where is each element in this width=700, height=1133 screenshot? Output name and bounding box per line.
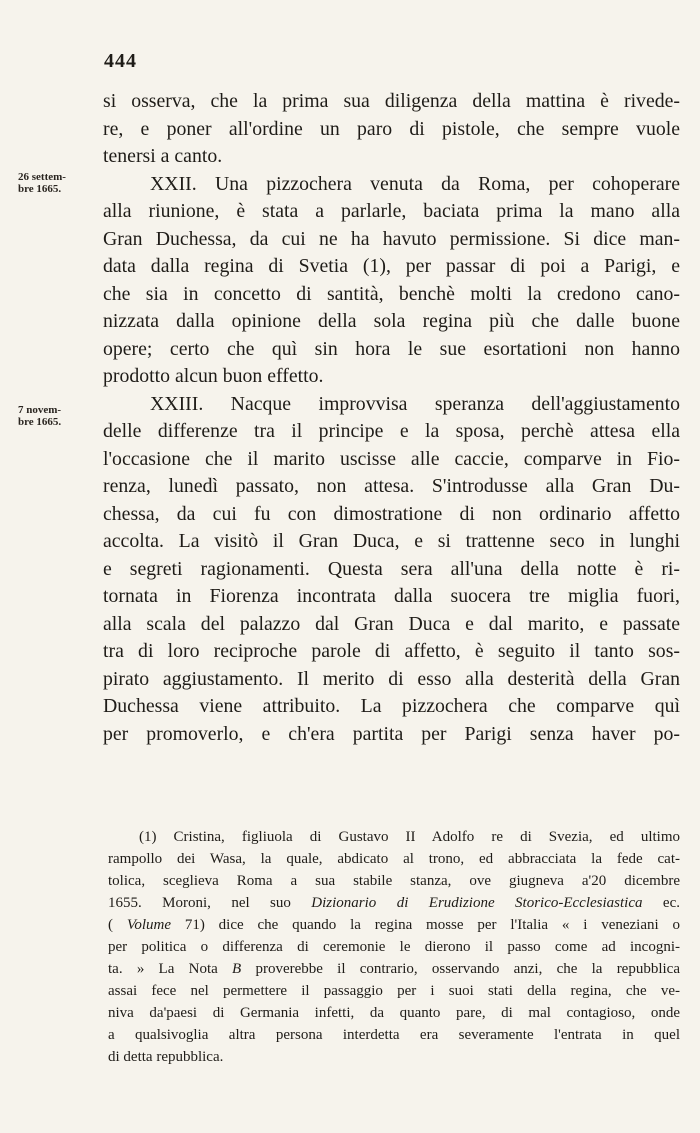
text-line: l'occasione che il marito uscisse alle caccie, comparve in Fio- <box>103 447 680 470</box>
footnote-text: ( <box>108 917 127 933</box>
footnote-line: di detta repubblica. <box>108 1049 224 1065</box>
text-line: prodotto alcun buon effetto. <box>103 365 324 387</box>
text-line: data dalla regina di Svetia (1), per passar di poi a Parigi, e <box>103 255 680 277</box>
text-line: tornata in Fiorenza incontrata dalla suocera tre miglia fuori, <box>103 585 680 607</box>
text-line: pirato aggiustamento. Il merito di esso alla desterità della Gran <box>103 667 680 690</box>
footnote-text: 71) dice che quando la regina mosse per l'Italia « i veneziani o <box>171 917 680 933</box>
margin-note-line: 26 settem- <box>18 171 66 183</box>
text-line: renza, lunedì passato, non attesa. S'introdusse alla Gran Du- <box>103 475 680 497</box>
paragraph-start-xxiii: XXIII. Nacque improvvisa speranza dell'aggiustamento <box>150 392 680 415</box>
margin-note-line: bre 1665. <box>18 183 62 195</box>
footnote-line: tolica, sceglieva Roma a sua stabile stanza, ove giugneva a'20 dicembre <box>108 873 680 889</box>
text-line: accolta. La visitò il Gran Duca, e si trattenne seco in lunghi <box>103 530 680 552</box>
volume-label: Volume <box>126 917 171 933</box>
text-line: e segreti ragionamenti. Questa sera all'una della notte è ri- <box>103 557 680 580</box>
text-line: re, e poner all'ordine un paro di pistole, che sempre vuole <box>103 117 680 140</box>
footnote-text: 1655. Moroni, nel suo <box>108 895 312 911</box>
text-line: Gran Duchessa, da cui ne ha havuto permissione. Si dice man- <box>103 227 680 250</box>
footnote-line <box>108 892 680 914</box>
footnote <box>108 826 680 1068</box>
text-line: che sia in concetto di santità, benchè molti la credono cano- <box>103 282 680 305</box>
text-line: alla scala del palazzo dal Gran Duca e dal marito, e passate <box>103 612 680 635</box>
main-text <box>103 88 680 748</box>
text-line: per promoverlo, e ch'era partita per Parigi senza haver po- <box>103 722 680 745</box>
footnote-line: assai fece nel permettere il passaggio per i suoi stati della regina, che ve- <box>108 983 680 999</box>
margin-note-date <box>18 171 98 195</box>
text-line: si osserva, che la prima sua diligenza della mattina è rivede- <box>103 90 680 112</box>
margin-note-date <box>18 404 98 428</box>
text-line: Duchessa viene attribuito. La pizzochera che comparve quì <box>103 695 680 717</box>
footnote-line: (1) Cristina, figliuola di Gustavo II Adolfo re di Svezia, ed ultimo <box>139 829 680 845</box>
paragraph-start-xxii: XXII. Una pizzochera venuta da Roma, per cohoperare <box>150 172 680 195</box>
footnote-text: ta. » La Nota <box>108 961 233 977</box>
footnote-line: niva da'paesi di Germania infetti, da quanto pare, di mal contagioso, onde <box>108 1005 680 1021</box>
margin-note-line: bre 1665. <box>18 416 62 428</box>
footnote-line: a qualsivoglia altra persona interdetta era severamente l'entrata in quel <box>108 1027 680 1043</box>
footnote-line <box>108 914 680 936</box>
footnote-text: proverebbe il contrario, osservando anzi, che la repubblica <box>241 961 680 977</box>
text-line: alla riunione, è stata a parlarle, baciata prima la mano alla <box>103 200 680 222</box>
margin-note-line: 7 novem- <box>18 404 62 416</box>
page-number: 444 <box>104 50 137 72</box>
text-line: nizzata dalla opinione della sola regina più che dalle buone <box>103 310 680 332</box>
footnote-line <box>108 958 680 980</box>
book-title: Dizionario di Erudizione Storico-Ecclesiastica <box>311 895 643 911</box>
text-line: tra di loro reciproche parole di affetto, è seguito il tanto sos- <box>103 640 680 662</box>
text-line: delle differenze tra il principe e la sposa, perchè attesa ella <box>103 420 680 442</box>
text-line: opere; certo che quì sin hora le sue esortationi non hanno <box>103 337 680 360</box>
note-letter: B <box>232 961 242 977</box>
footnote-text: ec. <box>642 895 680 911</box>
footnote-line: per politica o differenza di ceremonie le dierono il passo come ad incogni- <box>108 939 680 955</box>
text-line: chessa, da cui fu con dimostratione di non ordinario affetto <box>103 502 680 525</box>
footnote-line: rampollo dei Wasa, la quale, abdicato al trono, ed abbracciata la fede cat- <box>108 851 680 867</box>
text-line: tenersi a canto. <box>103 145 223 167</box>
